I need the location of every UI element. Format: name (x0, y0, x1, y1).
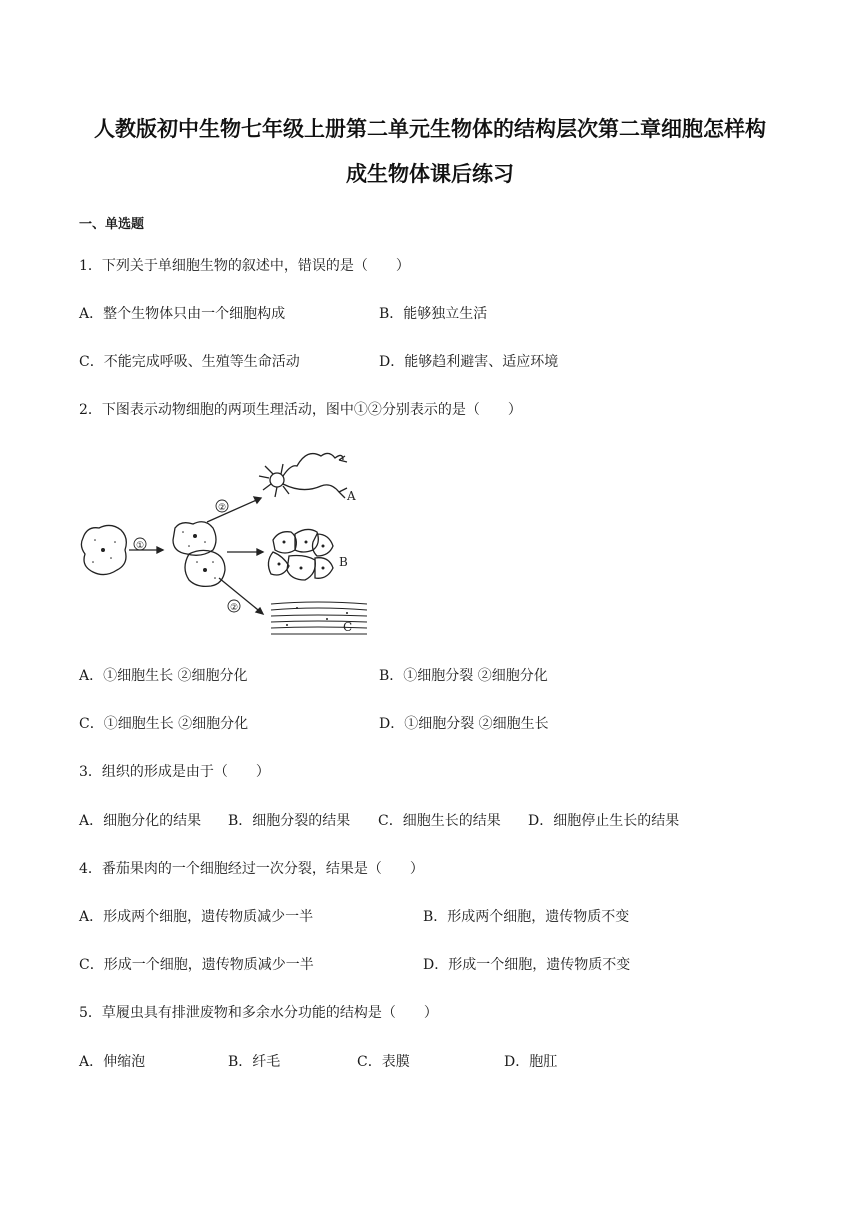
question-1-stem: 1．下列关于单细胞生物的叙述中，错误的是（ ） (79, 258, 410, 274)
epithelial-tissue (268, 529, 333, 580)
question-3-option-a: A．细胞分化的结果 (79, 813, 202, 829)
question-2-option-c: C．①细胞生长 ②细胞分化 (79, 716, 249, 732)
label-a: A (347, 489, 356, 503)
question-1-option-a: A．整个生物体只由一个细胞构成 (79, 306, 286, 322)
document-title-line2: 成生物体课后练习 (346, 162, 514, 186)
arrow-to-c (219, 578, 263, 614)
question-3-option-c: C．细胞生长的结果 (378, 813, 501, 829)
label-step2-bottom: ② (229, 603, 239, 613)
question-3-option-d: D．细胞停止生长的结果 (528, 813, 680, 829)
question-5-option-c: C．表膜 (357, 1054, 410, 1070)
question-2-option-a: A．①细胞生长 ②细胞分化 (79, 668, 248, 684)
section-heading: 一、单选题 (79, 217, 145, 232)
label-b: B (339, 555, 348, 569)
muscle-tissue (271, 602, 367, 634)
question-4-option-a: A．形成两个细胞，遗传物质减少一半 (79, 909, 314, 925)
nerve-cell (259, 453, 347, 498)
question-3-stem: 3．组织的形成是由于（ ） (79, 764, 270, 780)
question-5-option-b: B．纤毛 (228, 1054, 281, 1070)
question-2-option-d: D．①细胞分裂 ②细胞生长 (379, 716, 549, 732)
question-2-stem: 2．下图表示动物细胞的两项生理活动，图中①②分别表示的是（ ） (79, 402, 522, 418)
question-1-option-d: D．能够趋利避害、适应环境 (379, 354, 559, 370)
question-1-option-b: B．能够独立生活 (379, 306, 488, 322)
question-4-stem: 4．番茄果肉的一个细胞经过一次分裂，结果是（ ） (79, 861, 424, 877)
question-1-option-c: C．不能完成呼吸、生殖等生命活动 (79, 354, 300, 370)
question-5-option-a: A．伸缩泡 (79, 1054, 146, 1070)
question-5-option-d: D．胞肛 (504, 1054, 558, 1070)
divided-cell-top (173, 522, 216, 556)
question-3-option-b: B．细胞分裂的结果 (228, 813, 351, 829)
question-2-option-b: B．①细胞分裂 ②细胞分化 (379, 668, 548, 684)
cell-division-differentiation-figure (77, 438, 377, 643)
label-step1: ① (135, 541, 145, 551)
question-4-option-c: C．形成一个细胞，遗传物质减少一半 (79, 957, 314, 973)
document-title-line1: 人教版初中生物七年级上册第二单元生物体的结构层次第二章细胞怎样构 (94, 117, 766, 141)
label-step2-top: ② (217, 503, 227, 513)
question-4-option-b: B．形成两个细胞，遗传物质不变 (423, 909, 630, 925)
question-5-stem: 5．草履虫具有排泄废物和多余水分功能的结构是（ ） (79, 1005, 438, 1021)
arrow-to-a (207, 498, 261, 522)
question-4-option-d: D．形成一个细胞，遗传物质不变 (423, 957, 631, 973)
label-c: C (343, 620, 353, 634)
